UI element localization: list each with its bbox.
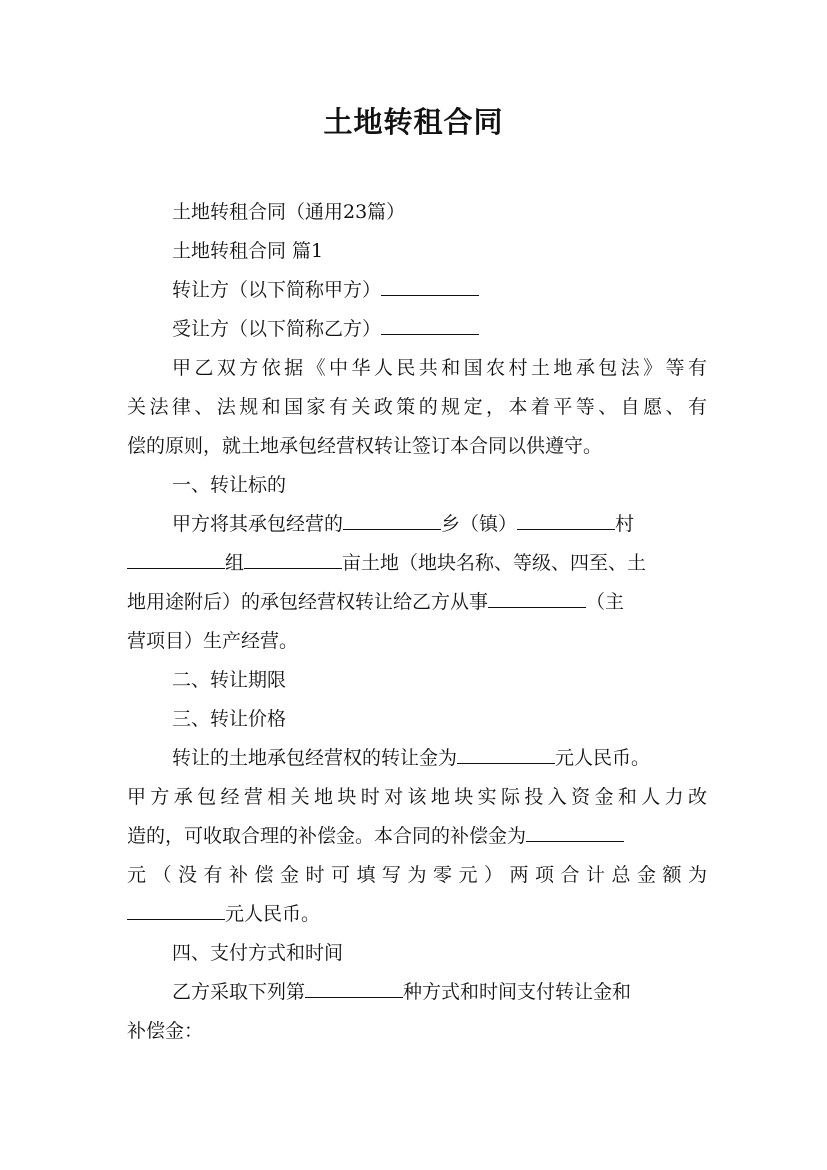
document-subtitle: 土地转租合同（通用23篇） — [172, 201, 406, 223]
intro-line-2: 关法律、法规和国家有关政策的规定，本着平等、自愿、有 — [127, 396, 707, 418]
transferee-line — [172, 309, 707, 349]
area-blank — [244, 548, 342, 569]
subject-text-b: 乡（镇） — [441, 513, 518, 535]
compensation-blank — [526, 821, 624, 842]
total-amount-blank — [127, 899, 225, 920]
subject-text-f: 地用途附后）的承包经营权转让给乙方从事 — [127, 591, 489, 613]
subject-text-c: 村 — [615, 513, 635, 535]
document-title: 土地转租合同 — [323, 105, 504, 139]
heading-transfer-term: 二、转让期限 — [172, 669, 287, 691]
subject-text-a: 甲方将其承包经营的 — [172, 513, 344, 535]
price-line-5 — [127, 894, 707, 934]
price-text-b: 元人民币。 — [555, 747, 651, 769]
price-line-3 — [127, 816, 707, 856]
subject-line-4: 营项目）生产经营。 — [127, 630, 299, 652]
price-text-f: 元人民币。 — [225, 903, 321, 925]
heading-transfer-price: 三、转让价格 — [172, 708, 287, 730]
heading-payment: 四、支付方式和时间 — [172, 942, 344, 964]
transferee-label: 受让方（以下简称乙方） — [172, 318, 382, 340]
heading-transfer-subject: 一、转让标的 — [172, 474, 287, 496]
subject-line-1 — [172, 504, 707, 544]
transferor-label: 转让方（以下简称甲方） — [172, 279, 382, 301]
section-label: 土地转租合同 篇1 — [172, 240, 324, 262]
intro-line-3: 偿的原则，就土地承包经营权转让签订本合同以供遵守。 — [127, 435, 603, 457]
group-blank — [127, 548, 225, 569]
price-line-4: 元（没有补偿金时可填写为零元）两项合计总金额为 — [127, 864, 707, 886]
intro-line-1: 甲乙双方依据《中华人民共和国农村土地承包法》等有 — [172, 357, 707, 379]
subject-text-e: 亩土地（地块名称、等级、四至、土 — [342, 552, 647, 574]
township-blank — [343, 509, 441, 530]
transferor-blank — [381, 275, 479, 296]
transfer-fee-blank — [457, 743, 555, 764]
payment-line-1 — [172, 972, 707, 1012]
project-blank — [488, 587, 586, 608]
payment-text-a: 乙方采取下列第 — [172, 981, 306, 1003]
subject-line-3 — [127, 582, 707, 622]
price-line-1 — [172, 738, 707, 778]
subject-text-g: （主 — [586, 591, 625, 613]
transferee-blank — [381, 314, 479, 335]
transferor-line — [172, 270, 707, 310]
payment-line-2: 补偿金： — [127, 1020, 204, 1042]
payment-text-b: 种方式和时间支付转让金和 — [403, 981, 632, 1003]
payment-method-blank — [305, 977, 403, 998]
subject-text-d: 组 — [225, 552, 245, 574]
village-blank — [517, 509, 615, 530]
price-text-a: 转让的土地承包经营权的转让金为 — [172, 747, 458, 769]
subject-line-2 — [127, 543, 707, 583]
price-text-d: 造的，可收取合理的补偿金。本合同的补偿金为 — [127, 825, 527, 847]
price-line-2: 甲方承包经营相关地块时对该地块实际投入资金和人力改 — [127, 786, 707, 808]
